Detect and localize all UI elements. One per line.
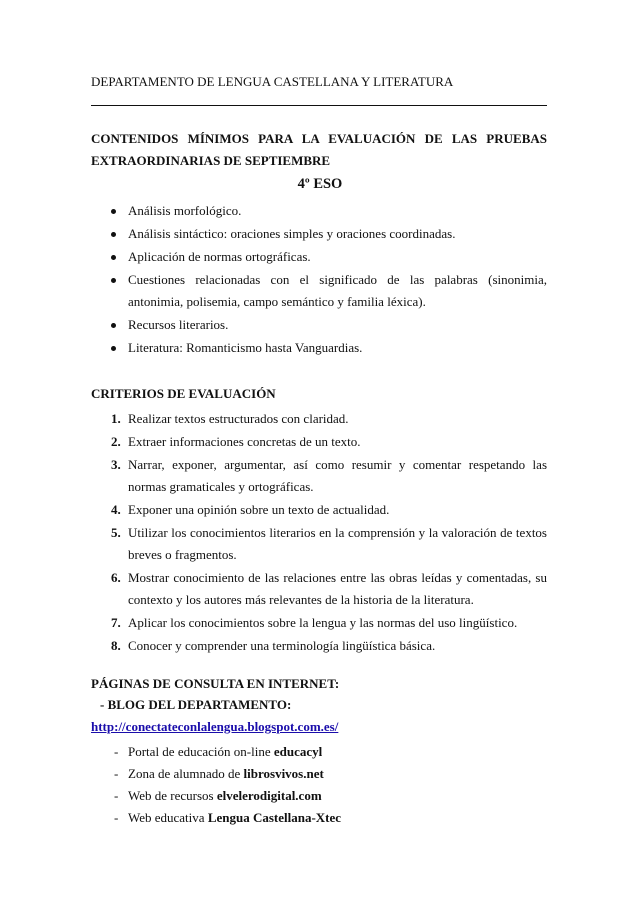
grade-heading: [91, 176, 547, 193]
bullet-icon: [111, 346, 116, 351]
criteria-title: CRITERIOS DE EVALUACIÓN: [91, 386, 276, 401]
criteria-text: Realizar textos estructurados con claridad.: [128, 411, 349, 426]
list-item: Análisis morfológico.: [91, 200, 547, 222]
list-item: Literatura: Romanticismo hasta Vanguardias.: [91, 337, 547, 359]
criteria-item: [91, 635, 547, 657]
criteria-number: 5.: [111, 525, 121, 540]
resource-prefix: Web educativa: [128, 810, 208, 825]
criteria-number: 8.: [111, 638, 121, 653]
bullet-icon: [111, 278, 116, 283]
bullet-icon: [111, 209, 116, 214]
bullet-icon: [111, 255, 116, 260]
dash-marker: -: [114, 766, 119, 781]
contents-title-line1: CONTENIDOS MÍNIMOS PARA LA EVALUACIÓN DE LAS PRUEBAS: [91, 131, 547, 146]
resource-name[interactable]: educacyl: [273, 744, 323, 759]
criteria-number: 6.: [111, 570, 121, 585]
criteria-text: Mostrar conocimiento de las relaciones entre las obras leídas y comentadas, su contexto y los autores más relevantes de la historia de la literatura.: [128, 570, 547, 607]
header-divider: [91, 105, 547, 106]
criteria-text: Narrar, exponer, argumentar, así como resumir y comentar respetando las normas gramaticales y ortográficas.: [128, 457, 547, 494]
resource-prefix: Web de recursos: [128, 788, 217, 803]
resource-link-item[interactable]: [91, 741, 547, 763]
criteria-item: [91, 431, 547, 453]
resource-prefix: Zona de alumnado de: [128, 766, 244, 781]
blog-heading: - BLOG DEL DEPARTAMENTO:: [100, 697, 292, 712]
criteria-item: [91, 522, 547, 566]
criteria-item: [91, 612, 547, 634]
internet-title: PÁGINAS DE CONSULTA EN INTERNET:: [91, 676, 340, 691]
criteria-number: 4.: [111, 502, 121, 517]
criteria-number: 1.: [111, 411, 121, 426]
resource-link-item[interactable]: [91, 807, 547, 829]
criteria-text: Aplicar los conocimientos sobre la lengua y las normas del uso lingüístico.: [128, 615, 518, 630]
dash-marker: -: [114, 744, 119, 759]
bullet-icon: [111, 232, 116, 237]
criteria-item: [91, 499, 547, 521]
criteria-text: Utilizar los conocimientos literarios en la comprensión y la valoración de textos breves o fragmentos.: [128, 525, 547, 562]
list-item: Aplicación de normas ortográficas.: [91, 246, 547, 268]
resource-name[interactable]: elvelerodigital.com: [216, 788, 322, 803]
resource-prefix: Portal de educación on-line: [128, 744, 274, 759]
bullet-icon: [111, 323, 116, 328]
department-header: DEPARTAMENTO DE LENGUA CASTELLANA Y LITERATURA: [91, 74, 454, 89]
criteria-text: Extraer informaciones concretas de un texto.: [128, 434, 361, 449]
criteria-number: 3.: [111, 457, 121, 472]
list-item: Análisis sintáctico: oraciones simples y oraciones coordinadas.: [91, 223, 547, 245]
dash-marker: -: [114, 810, 119, 825]
criteria-number: 7.: [111, 615, 121, 630]
dash-marker: -: [114, 788, 119, 803]
resource-link-item[interactable]: [91, 763, 547, 785]
resource-links-list: [91, 741, 547, 829]
contents-title-line2: EXTRAORDINARIAS DE SEPTIEMBRE: [91, 153, 331, 168]
criteria-item: [91, 408, 547, 430]
criteria-item: [91, 567, 547, 611]
resource-name[interactable]: librosvivos.net: [243, 766, 324, 781]
criteria-list: [91, 408, 547, 658]
list-item: Cuestiones relacionadas con el significado de las palabras (sinonimia, antonimia, polisemia, campo semántico y familia léxica).: [91, 269, 547, 313]
contents-title: [91, 128, 547, 172]
list-item: Recursos literarios.: [91, 314, 547, 336]
contents-list: [91, 200, 547, 360]
criteria-text: Conocer y comprender una terminología lingüística básica.: [128, 638, 436, 653]
resource-link-item[interactable]: [91, 785, 547, 807]
resource-name[interactable]: Lengua Castellana-Xtec: [207, 810, 342, 825]
blog-link[interactable]: http://conectateconlalengua.blogspot.com.es/: [91, 719, 339, 734]
criteria-item: [91, 454, 547, 498]
criteria-text: Exponer una opinión sobre un texto de actualidad.: [128, 502, 390, 517]
grade-label: 4º ESO: [297, 176, 343, 192]
criteria-number: 2.: [111, 434, 121, 449]
